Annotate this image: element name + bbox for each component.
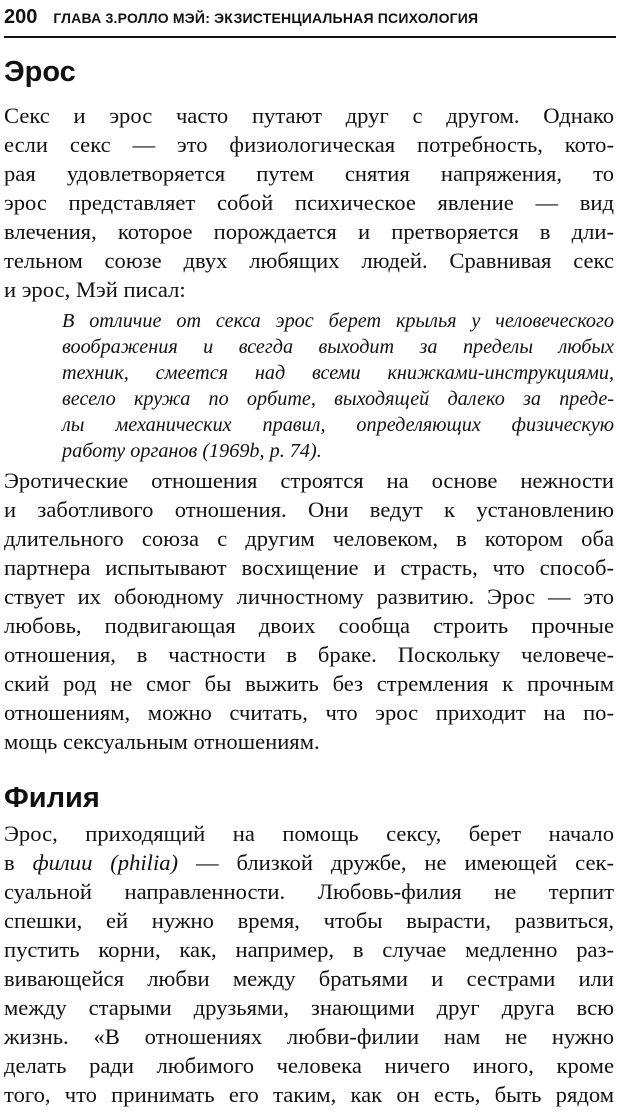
text-line: длительного союза с другим человеком, в котором оба: [4, 526, 614, 551]
section-heading-eros: Эрос: [4, 56, 76, 88]
text-line: суальной направленности. Любовь-филия не терпит: [4, 879, 614, 904]
text-line: мощь сексуальным отношениям.: [4, 729, 320, 754]
running-title: ГЛАВА 3.РОЛЛО МЭЙ: ЭКЗИСТЕНЦИАЛЬНАЯ ПСИХОЛОГИЯ: [53, 10, 479, 26]
text-fragment: в: [4, 850, 33, 875]
eros-paragraph-1: [4, 101, 614, 304]
section-heading-philia: Филия: [4, 782, 100, 814]
text-line: Эротические отношения строятся на основе нежности: [4, 468, 614, 493]
quote-line: весело кружа по орбите, выходящей далеко за преде-: [62, 388, 614, 410]
text-line: отношениям, можно считать, что эрос приходит на по-: [4, 700, 614, 725]
text-line: тельном союзе двух любящих людей. Сравнивая секс: [4, 248, 614, 273]
text-line: и эрос, Мэй писал:: [4, 277, 186, 302]
page-number: 200: [4, 6, 38, 28]
text-line: [4, 848, 614, 877]
text-line: жизнь. «В отношениях любви-филии нам не нужно: [4, 1024, 614, 1049]
quote-line: В отличие от секса эрос берет крылья у человеческого: [62, 310, 614, 332]
running-head: [4, 6, 616, 38]
text-line: партнера испытывают восхищение и страсть, что способ-: [4, 555, 614, 580]
text-line: отношения, в частности в браке. Поскольку человече-: [4, 642, 614, 667]
text-line: ствует их обоюдному личностному развитию. Эрос — это: [4, 584, 614, 609]
philia-paragraph-1: [4, 819, 614, 1109]
text-line: вивающейся любви между братьями и сестрами или: [4, 966, 614, 991]
text-line: пустить корни, как, например, в случае медленно раз-: [4, 937, 614, 962]
quote-line: работу органов (1969b, р. 74).: [62, 440, 322, 462]
text-line: делать ради любимого человека ничего иного, кроме: [4, 1053, 614, 1078]
text-line: рая удовлетворяется путем снятия напряжения, то: [4, 161, 614, 186]
quote-line: техник, смеется над всеми книжками-инструкциями,: [62, 362, 614, 384]
text-fragment: — близкой дружбе, не имеющей сек-: [178, 850, 615, 875]
text-line: влечения, которое порождается и претворяется в дли-: [4, 219, 614, 244]
term-philia: филии (philia): [32, 850, 179, 875]
text-line: Секс и эрос часто путают друг с другом. Однако: [4, 103, 614, 128]
text-line: эрос представляет собой психическое явление — вид: [4, 190, 614, 215]
text-line: между старыми друзьями, знающими друг друга всю: [4, 995, 614, 1020]
text-line: любовь, подвигающая двоих сообща строить прочные: [4, 613, 614, 638]
eros-paragraph-2: [4, 466, 614, 756]
text-line: ский род не смог бы выжить без стремления к прочным: [4, 671, 614, 696]
text-line: Эрос, приходящий на помощь сексу, берет начало: [4, 821, 614, 846]
quote-line: лы механических правил, определяющих физическую: [62, 414, 614, 436]
text-line: если секс — это физиологическая потребность, кото-: [4, 132, 614, 157]
text-line: того, что принимать его таким, как он есть, быть рядом: [4, 1082, 614, 1107]
may-quote: [62, 308, 614, 464]
text-line: и заботливого отношения. Они ведут к установлению: [4, 497, 614, 522]
quote-line: воображения и всегда выходит за пределы любых: [62, 336, 614, 358]
text-line: спешки, ей нужно время, чтобы вырасти, развиться,: [4, 908, 614, 933]
